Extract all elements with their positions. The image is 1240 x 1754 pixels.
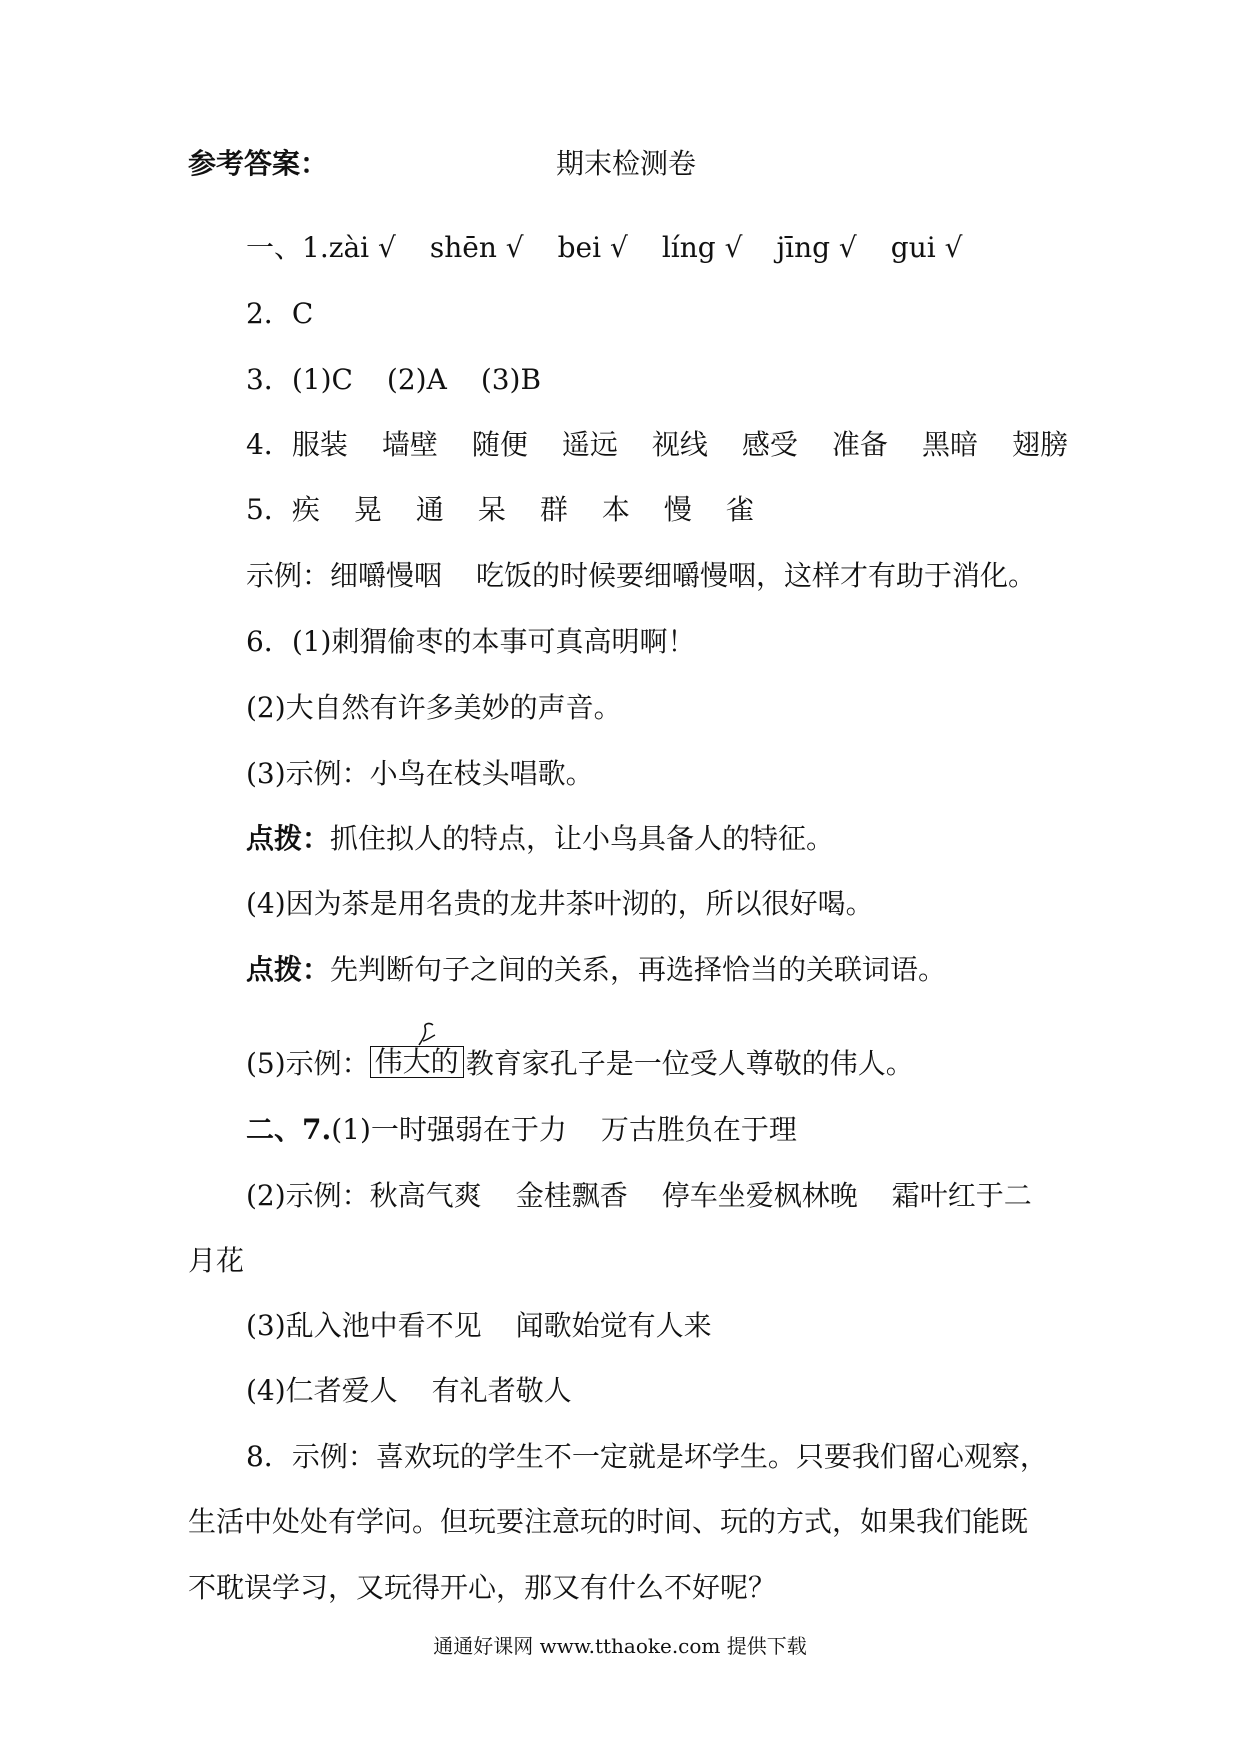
q5-char: 疾 xyxy=(291,493,320,526)
q6-p2: (2)大自然有许多美妙的声音。 xyxy=(246,691,622,724)
q4-word: 感受 xyxy=(741,428,798,461)
q1-item: líng √ xyxy=(661,231,743,264)
hint-label: 点拨： xyxy=(246,953,331,986)
q5-char: 慢 xyxy=(663,493,692,526)
q7-p4-b: 有礼者敬人 xyxy=(431,1374,572,1407)
q5-char: 群 xyxy=(539,493,568,526)
q7-p2-item: 霜叶红于二 xyxy=(891,1179,1032,1212)
q4-word: 服装 xyxy=(291,428,348,461)
q1-item: shēn √ xyxy=(429,231,524,264)
insertion-mark-icon xyxy=(415,1021,439,1047)
q6-p5-rest: 教育家孔子是一位受人尊敬的伟人。 xyxy=(465,1047,914,1080)
insertion-box xyxy=(370,1046,464,1078)
q5-num: 5． xyxy=(246,493,292,526)
q7-p3-b: 闻歌始觉有人来 xyxy=(515,1309,712,1342)
q5-example-label: 示例： xyxy=(246,559,331,592)
q7-p1-a: (1)一时强弱在于力 xyxy=(331,1113,567,1146)
q8-line1: 8．示例：喜欢玩的学生不一定就是坏学生。只要我们留心观察， xyxy=(246,1440,1048,1473)
q3-num: 3． xyxy=(246,363,292,396)
hint-text: 先判断句子之间的关系，再选择恰当的关联词语。 xyxy=(330,953,947,986)
q1-item: gui √ xyxy=(890,231,963,264)
q6-p1: 6．(1)刺猬偷枣的本事可真高明啊！ xyxy=(246,625,696,658)
q7-p1-b: 万古胜负在于理 xyxy=(600,1113,797,1146)
q7-p1 xyxy=(246,1110,797,1150)
q7-p2-item: 秋高气爽 xyxy=(369,1179,482,1212)
q7-p2 xyxy=(246,1176,1032,1216)
insertion-text: 伟大的 xyxy=(374,1045,459,1078)
footer-credit: 通通好课网 www.tthaoke.com 提供下载 xyxy=(433,1634,807,1658)
q5-char: 雀 xyxy=(725,493,754,526)
q7-p4 xyxy=(246,1371,572,1411)
q5-example-line xyxy=(246,556,1036,596)
q5-char: 晃 xyxy=(353,493,382,526)
q6-p5-prefix: (5)示例： xyxy=(246,1047,370,1080)
q4-num: 4． xyxy=(246,428,292,461)
q4-line xyxy=(246,425,1068,465)
hint-text: 抓住拟人的特点，让小鸟具备人的特征。 xyxy=(330,822,835,855)
q6-p5 xyxy=(246,1044,914,1084)
answer-label: 参考答案： xyxy=(188,147,329,180)
q7-p2-item: 停车坐爱枫林晚 xyxy=(661,1179,858,1212)
q3-item: (1)C xyxy=(291,363,353,396)
q4-word: 翅膀 xyxy=(1011,428,1068,461)
q1-item: bei √ xyxy=(557,231,628,264)
q5-example-word: 细嚼慢咽 xyxy=(330,559,443,592)
q7-p2-item: 金桂飘香 xyxy=(515,1179,628,1212)
q1-item: jīng √ xyxy=(776,231,857,264)
q5-line xyxy=(246,490,754,530)
q4-word: 墙壁 xyxy=(381,428,438,461)
q4-word: 黑暗 xyxy=(921,428,978,461)
q7-p3 xyxy=(246,1306,712,1346)
hint-label: 点拨： xyxy=(246,822,331,855)
q4-word: 随便 xyxy=(471,428,528,461)
q8-line3: 不耽误学习，又玩得开心，那又有什么不好呢？ xyxy=(188,1571,777,1604)
q3-line xyxy=(246,360,541,400)
q8-line2: 生活中处处有学问。但玩要注意玩的时间、玩的方式，如果我们能既 xyxy=(188,1505,1029,1538)
q7-p3-a: (3)乱入池中看不见 xyxy=(246,1309,482,1342)
q5-example-sentence: 吃饭的时候要细嚼慢咽，这样才有助于消化。 xyxy=(476,559,1037,592)
q6-hint1 xyxy=(246,819,834,859)
q2-line: 2．C xyxy=(246,297,314,330)
q3-item: (3)B xyxy=(480,363,542,396)
q6-p4: (4)因为茶是用名贵的龙井茶叶沏的，所以很好喝。 xyxy=(246,887,874,920)
q4-word: 遥远 xyxy=(561,428,618,461)
q1-line xyxy=(246,228,962,268)
q7-p4-a: (4)仁者爱人 xyxy=(246,1374,398,1407)
q4-word: 视线 xyxy=(651,428,708,461)
q7-p2-cont: 月花 xyxy=(188,1244,245,1277)
q7-p2-label: (2)示例： xyxy=(246,1179,370,1212)
q1-item: zài √ xyxy=(328,231,396,264)
q6-hint2 xyxy=(246,950,946,990)
q5-char: 呆 xyxy=(477,493,506,526)
q5-char: 通 xyxy=(415,493,444,526)
q6-p3: (3)示例：小鸟在枝头唱歌。 xyxy=(246,757,594,790)
q1-prefix: 一、1. xyxy=(246,231,329,264)
q3-item: (2)A xyxy=(386,363,447,396)
q4-word: 准备 xyxy=(831,428,888,461)
page-title: 期末检测卷 xyxy=(556,147,697,180)
section-prefix: 二、7. xyxy=(246,1113,332,1146)
q5-char: 本 xyxy=(601,493,630,526)
